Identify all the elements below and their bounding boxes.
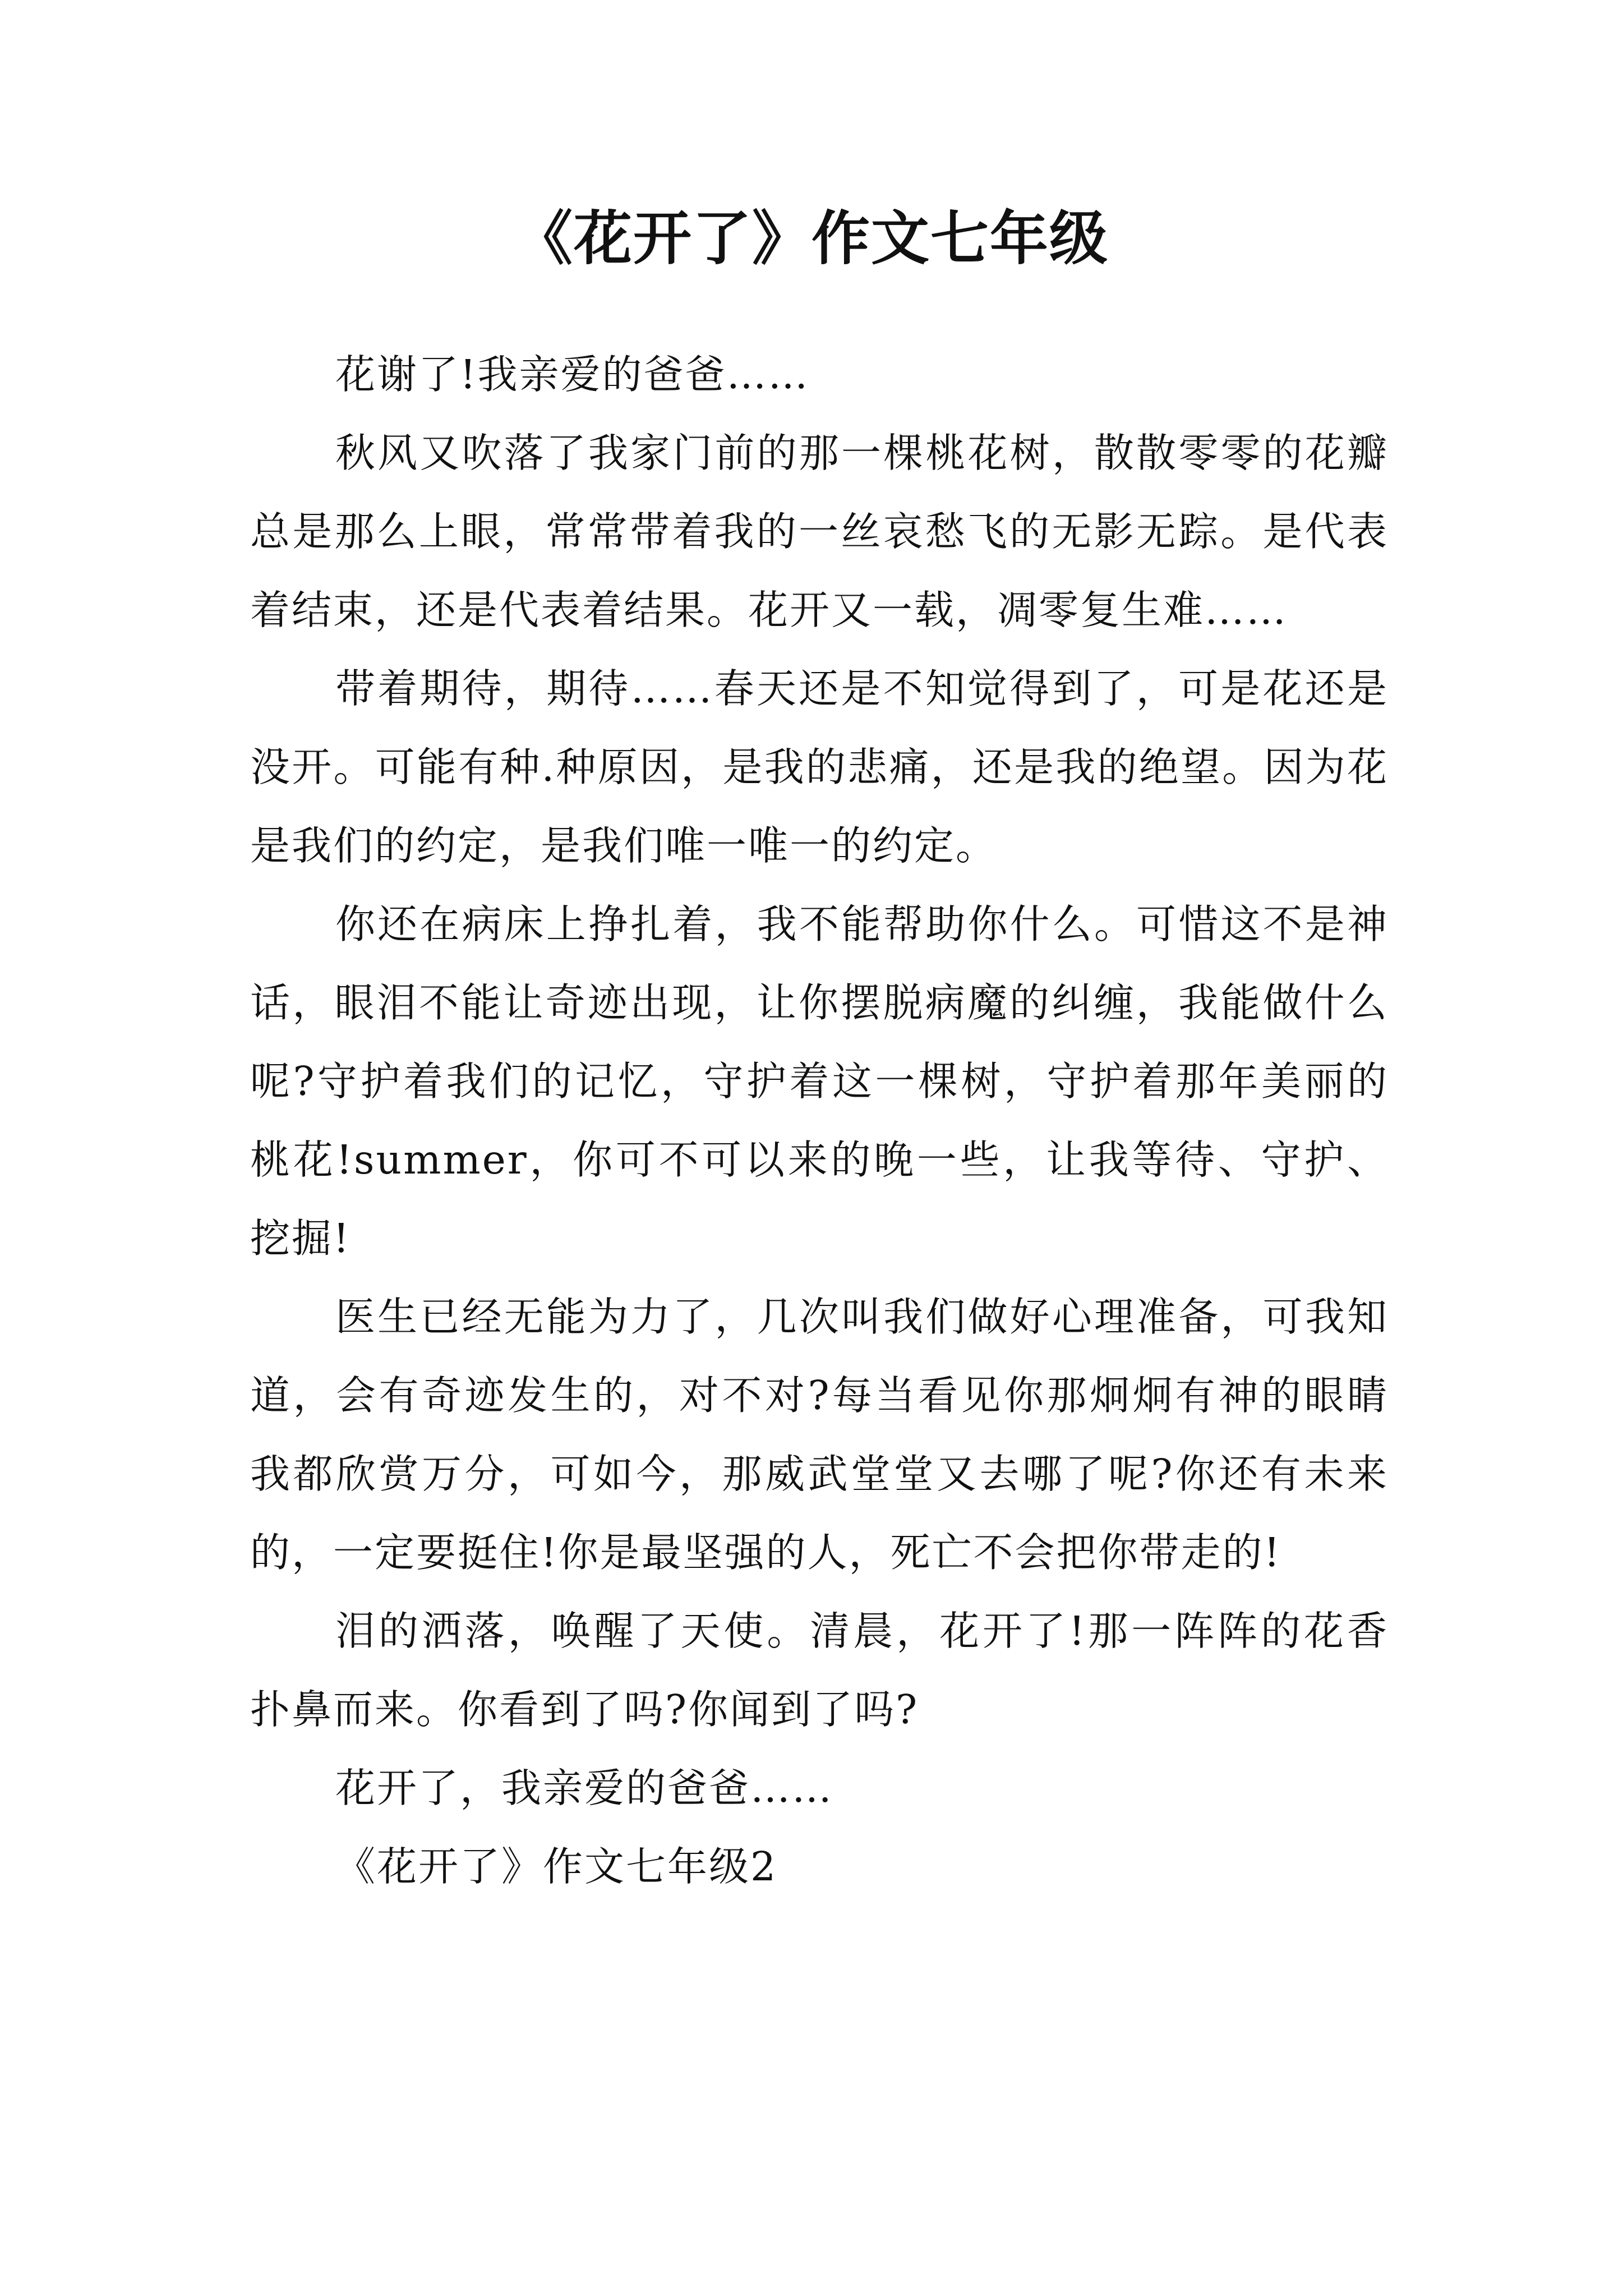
section-heading: 《花开了》作文七年级2 (335, 1843, 778, 1890)
paragraph: 秋风又吹落了我家门前的那一棵桃花树，散散零零的花瓣总是那么上眼，常常带着我的一丝哀愁飞的无影无踪。是代表着结束，还是代表着结果。花开又一载，凋零复生难…… (250, 430, 1389, 633)
paragraph: 泪的洒落，唤醒了天使。清晨，花开了!那一阵阵的花香扑鼻而来。你看到了吗?你闻到了吗? (250, 1608, 1389, 1733)
paragraph: 你还在病床上挣扎着，我不能帮助你什么。可惜这不是神话，眼泪不能让奇迹出现，让你摆脱病魔的纠缠，我能做什么呢?守护着我们的记忆，守护着这一棵树，守护着那年美丽的桃花!summer，你可不可以来的晚一些，让我等待、守护、挖掘! (250, 901, 1389, 1262)
paragraph: 花开了，我亲爱的爸爸…… (335, 1765, 834, 1811)
paragraph: 花谢了!我亲爱的爸爸…… (335, 351, 810, 398)
page-title: 《花开了》作文七年级 (514, 204, 1109, 273)
paragraph: 带着期待，期待……春天还是不知觉得到了，可是花还是没开。可能有种.种原因，是我的悲痛，还是我的绝望。因为花是我们的约定，是我们唯一唯一的约定。 (250, 665, 1389, 869)
document-body (250, 335, 1389, 1906)
paragraph: 医生已经无能为力了，几次叫我们做好心理准备，可我知道，会有奇迹发生的，对不对?每当看见你那炯炯有神的眼睛我都欣赏万分，可如今，那威武堂堂又去哪了呢?你还有未来的，一定要挺住!你是最坚强的人，死亡不会把你带走的! (250, 1294, 1389, 1576)
